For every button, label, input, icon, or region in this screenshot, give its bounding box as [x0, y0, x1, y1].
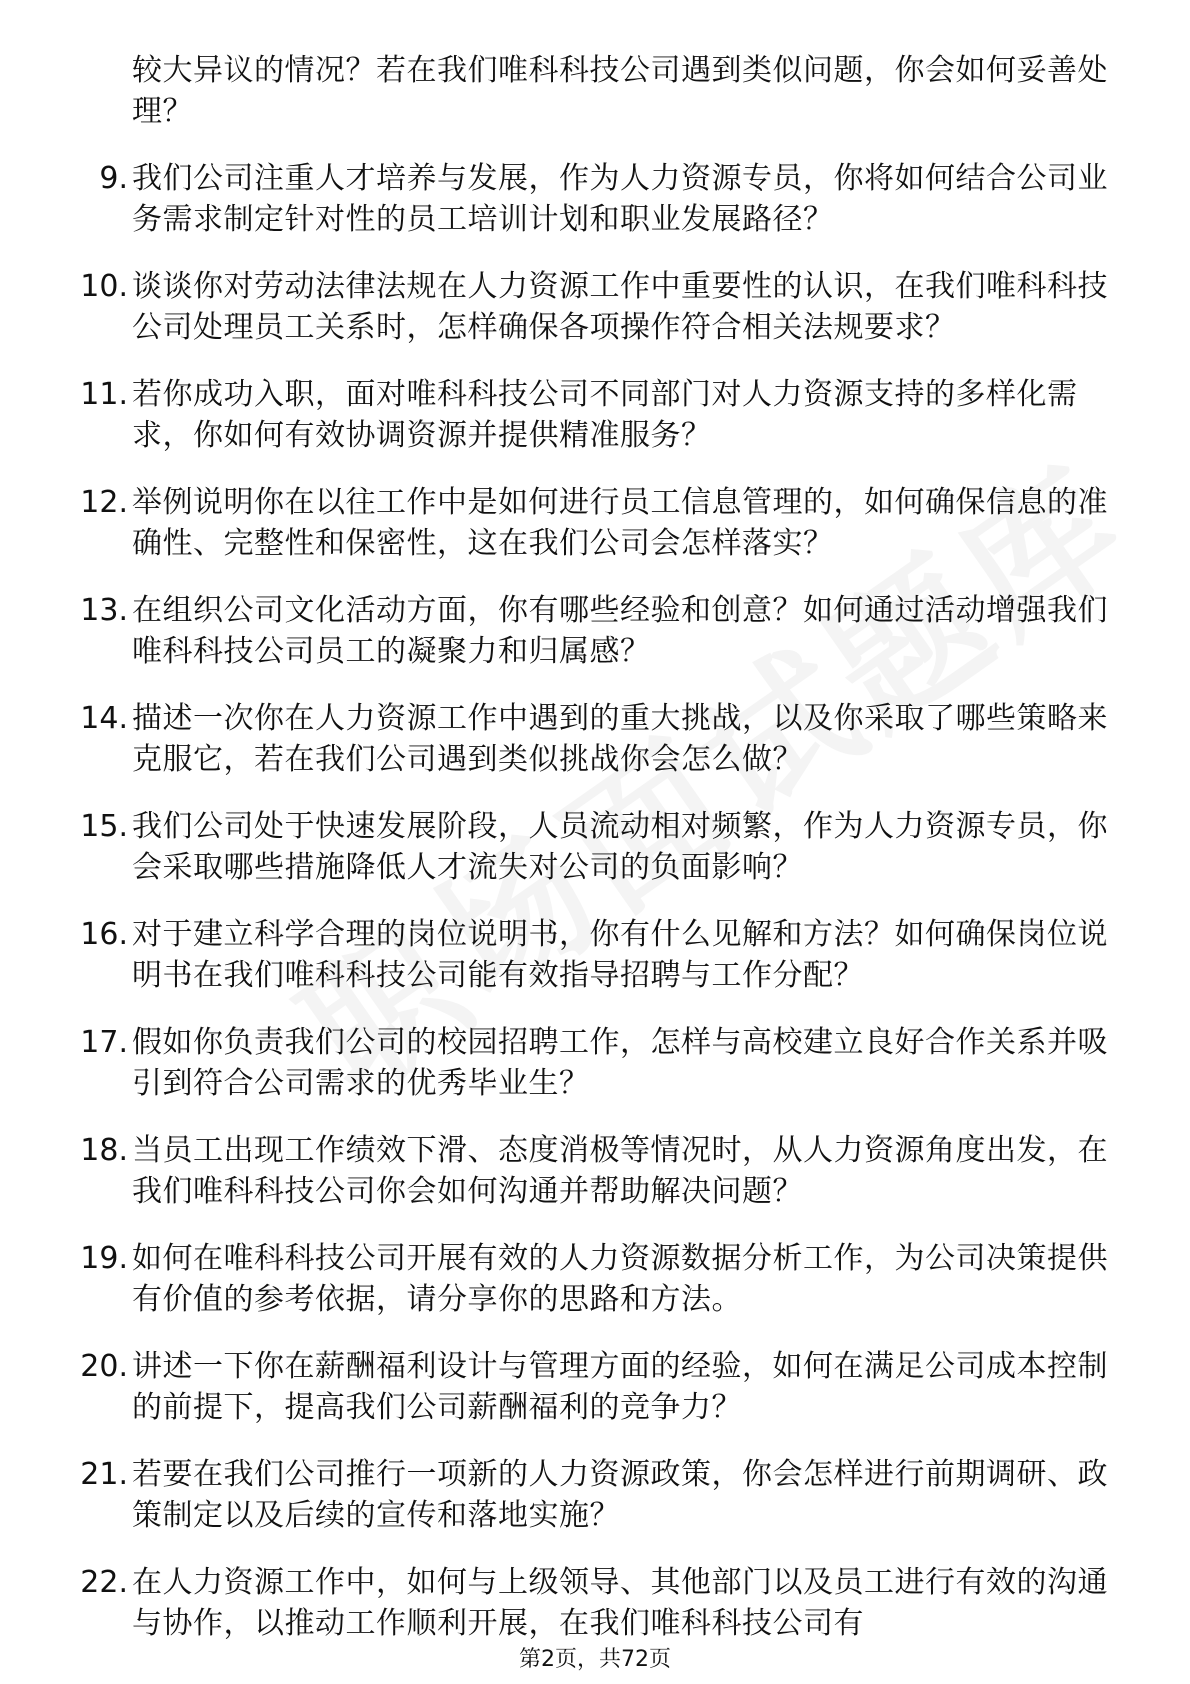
question-number: 16.: [80, 917, 128, 952]
question-number: 12.: [80, 485, 128, 520]
question-number: 21.: [80, 1457, 128, 1492]
question-text: 当员工出现工作绩效下滑、态度消极等情况时，从人力资源角度出发，在我们唯科科技公司你会如何沟通并帮助解决问题？: [132, 1133, 1108, 1209]
question-text: 谈谈你对劳动法律法规在人力资源工作中重要性的认识，在我们唯科科技公司处理员工关系时，怎样确保各项操作符合相关法规要求？: [132, 269, 1108, 345]
list-item: [0, 1130, 1190, 1212]
question-text: 假如你负责我们公司的校园招聘工作，怎样与高校建立良好合作关系并吸引到符合公司需求的优秀毕业生？: [132, 1025, 1108, 1101]
list-item: [0, 1238, 1190, 1320]
list-item: [0, 914, 1190, 996]
question-text: 在组织公司文化活动方面，你有哪些经验和创意？如何通过活动增强我们唯科科技公司员工的凝聚力和归属感？: [132, 593, 1108, 669]
question-number: 9.: [99, 161, 128, 196]
question-number: 11.: [80, 377, 128, 412]
question-text: 若你成功入职，面对唯科科技公司不同部门对人力资源支持的多样化需求，你如何有效协调资源并提供精准服务？: [132, 377, 1078, 453]
question-number: 14.: [80, 701, 128, 736]
continuation-text: 较大异议的情况？若在我们唯科科技公司遇到类似问题，你会如何妥善处理？: [132, 53, 1108, 129]
list-item: [0, 1562, 1190, 1644]
question-text: 若要在我们公司推行一项新的人力资源政策，你会怎样进行前期调研、政策制定以及后续的宣传和落地实施？: [132, 1457, 1108, 1533]
question-number: 18.: [80, 1133, 128, 1168]
question-number: 13.: [80, 593, 128, 628]
list-item: [0, 158, 1190, 240]
list-item: [0, 1454, 1190, 1536]
question-text: 描述一次你在人力资源工作中遇到的重大挑战，以及你采取了哪些策略来克服它，若在我们公司遇到类似挑战你会怎么做？: [132, 701, 1108, 777]
list-item: [0, 698, 1190, 780]
list-item: [0, 374, 1190, 456]
list-item: [0, 1022, 1190, 1104]
question-text: 举例说明你在以往工作中是如何进行员工信息管理的，如何确保信息的准确性、完整性和保密性，这在我们公司会怎样落实？: [132, 485, 1108, 561]
question-text: 如何在唯科科技公司开展有效的人力资源数据分析工作，为公司决策提供有价值的参考依据，请分享你的思路和方法。: [132, 1241, 1108, 1317]
question-text: 我们公司注重人才培养与发展，作为人力资源专员，你将如何结合公司业务需求制定针对性的员工培训计划和职业发展路径？: [132, 161, 1108, 237]
question-text: 讲述一下你在薪酬福利设计与管理方面的经验，如何在满足公司成本控制的前提下，提高我们公司薪酬福利的竞争力？: [132, 1349, 1108, 1425]
list-item: [0, 266, 1190, 348]
list-item: [0, 1346, 1190, 1428]
page-footer: 第2页，共72页: [519, 1647, 671, 1672]
question-number: 15.: [80, 809, 128, 844]
list-item: [0, 806, 1190, 888]
question-text: 对于建立科学合理的岗位说明书，你有什么见解和方法？如何确保岗位说明书在我们唯科科技公司能有效指导招聘与工作分配？: [132, 917, 1108, 993]
question-number: 10.: [80, 269, 128, 304]
question-number: 17.: [80, 1025, 128, 1060]
list-item: [0, 482, 1190, 564]
list-item: [0, 590, 1190, 672]
question-number: 22.: [80, 1565, 128, 1600]
list-item-continuation: [0, 50, 1190, 132]
question-number: 19.: [80, 1241, 128, 1276]
question-number: 20.: [80, 1349, 128, 1384]
question-text: 我们公司处于快速发展阶段，人员流动相对频繁，作为人力资源专员，你会采取哪些措施降低人才流失对公司的负面影响？: [132, 809, 1108, 885]
question-list: [0, 50, 1190, 1670]
question-text: 在人力资源工作中，如何与上级领导、其他部门以及员工进行有效的沟通与协作，以推动工作顺利开展，在我们唯科科技公司有: [132, 1565, 1108, 1641]
